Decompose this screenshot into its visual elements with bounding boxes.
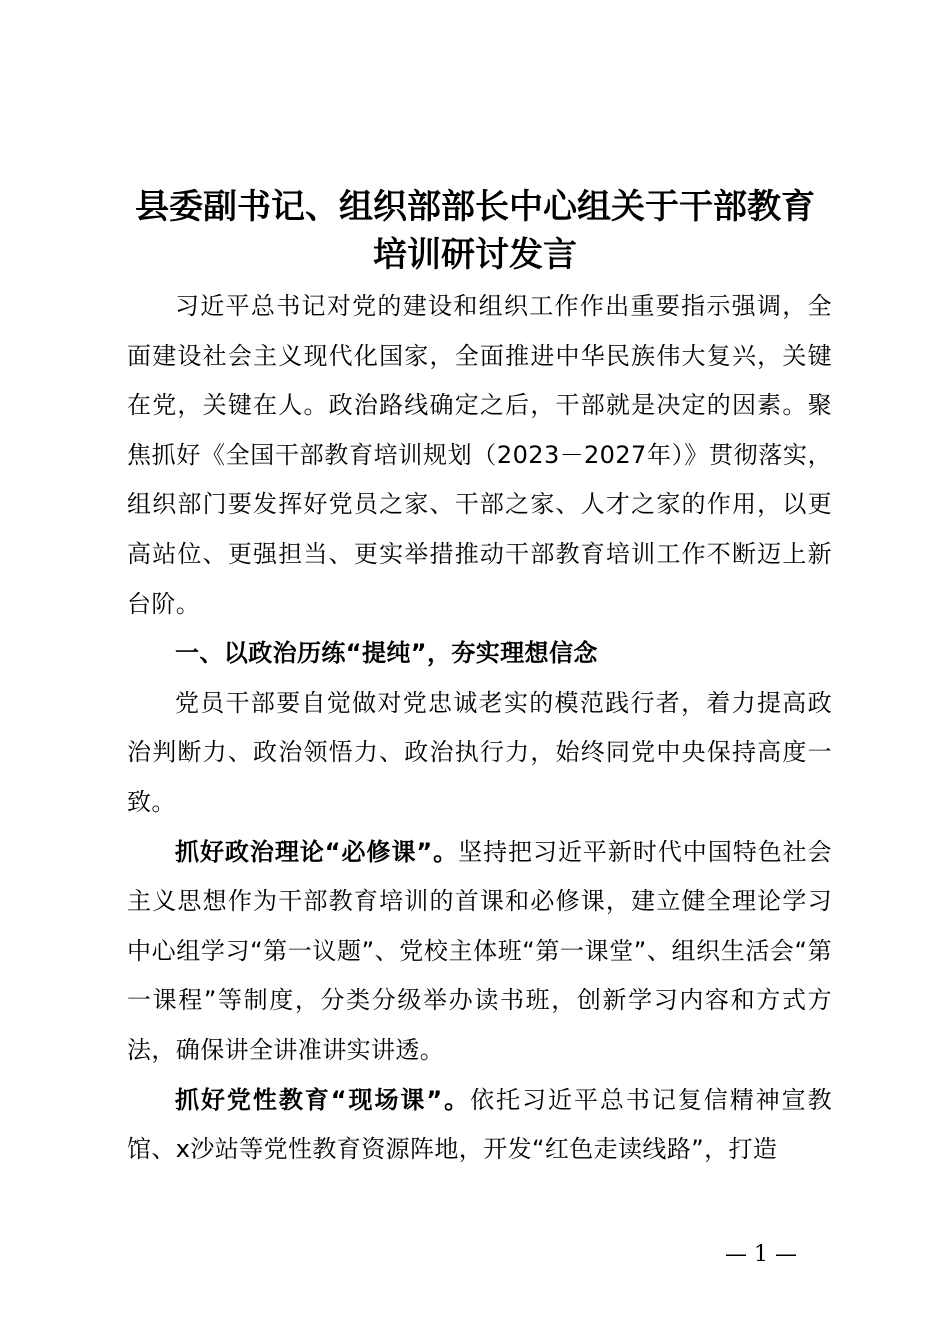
item-1-text: 坚持把习近平新时代中国特色社会主义思想作为干部教育培训的首课和必修课，建立健全理论学习中心组学习“第一议题”、党校主体班“第一课堂”、组织生活会“第一课程”等制度，分类分级举办读书班，创新学习内容和方式方法，确保讲全讲准讲实讲透。 xyxy=(127,837,832,1064)
document-title-line-1: 县委副书记、组织部部长中心组关于干部教育 xyxy=(135,187,815,227)
item-2-paragraph xyxy=(127,1076,832,1175)
item-2-text: 依托习近平总书记复信精神宣教馆、x沙站等党性教育资源阵地，开发“红色走读线路”，打造 xyxy=(127,1085,832,1164)
document-body xyxy=(127,282,832,1175)
item-2-lead: 抓好党性教育“现场课”。 xyxy=(175,1085,471,1114)
item-1-lead: 抓好政治理论“必修课”。 xyxy=(175,837,459,866)
section-1-paragraph: 党员干部要自觉做对党忠诚老实的模范践行者，着力提高政治判断力、政治领悟力、政治执行力，始终同党中央保持高度一致。 xyxy=(127,688,832,816)
item-1-paragraph xyxy=(127,828,832,1076)
document-title-line-2: 培训研讨发言 xyxy=(373,235,577,275)
intro-paragraph: 习近平总书记对党的建设和组织工作作出重要指示强调，全面建设社会主义现代化国家，全面推进中华民族伟大复兴，关键在党，关键在人。政治路线确定之后，干部就是决定的因素。聚焦抓好《全国干部教育培训规划（2023－2027年）》贯彻落实，组织部门要发挥好党员之家、干部之家、人才之家的作用，以更高站位、更强担当、更实举措推动干部教育培训工作不断迈上新台阶。 xyxy=(127,292,832,618)
section-1-heading: 一、以政治历练“提纯”，夯实理想信念 xyxy=(175,639,598,668)
page-number: — 1 — xyxy=(725,1242,797,1267)
